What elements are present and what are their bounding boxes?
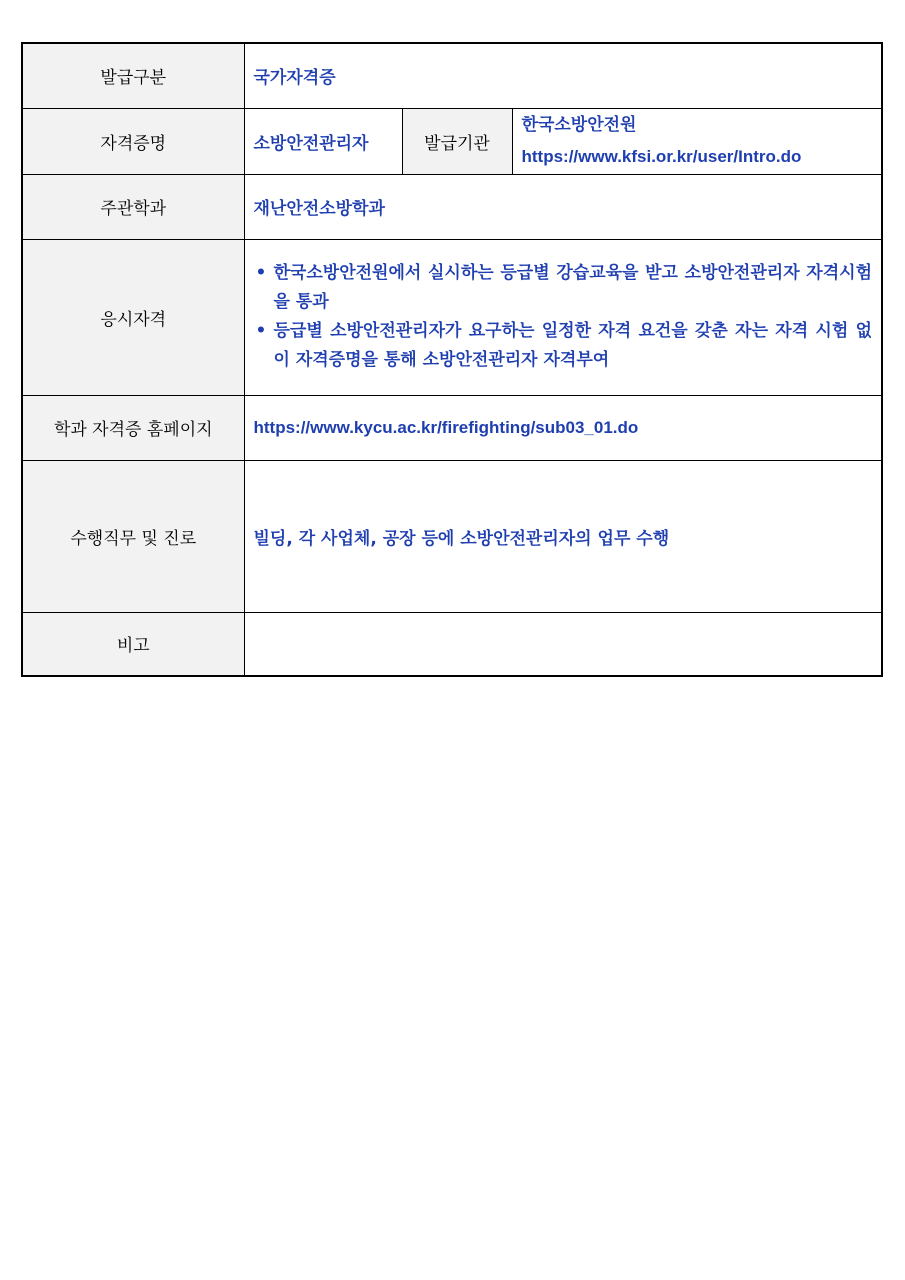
eligibility-label: 응시자격	[22, 239, 244, 395]
table-row-eligibility	[22, 239, 882, 395]
certificate-info-page	[21, 42, 881, 677]
career-label: 수행직무 및 진로	[22, 460, 244, 612]
issuer-url-link[interactable]: https://www.kfsi.or.kr/user/Intro.do	[521, 147, 802, 166]
list-item	[254, 317, 873, 375]
list-item	[254, 259, 873, 317]
issue-type-value: 국가자격증	[244, 43, 882, 108]
eligibility-item-1: 한국소방안전원에서 실시하는 등급별 강습교육을 받고 소방안전관리자 자격시험을 통과	[273, 263, 872, 312]
issuer-name: 한국소방안전원	[521, 115, 637, 135]
eligibility-item-2: 등급별 소방안전관리자가 요구하는 일정한 자격 요건을 갖춘 자는 자격 시험 없이 자격증명을 통해 소방안전관리자 자격부여	[273, 321, 872, 370]
certificate-info-table	[21, 42, 883, 677]
department-label: 주관학과	[22, 174, 244, 239]
table-row-issue-type	[22, 43, 882, 108]
certificate-name-value: 소방안전관리자	[244, 108, 402, 174]
issuer-cell	[512, 108, 882, 174]
table-row-remarks	[22, 612, 882, 676]
table-row-career	[22, 460, 882, 612]
table-row-department	[22, 174, 882, 239]
eligibility-list	[254, 259, 873, 375]
issue-type-label: 발급구분	[22, 43, 244, 108]
issuer-label: 발급기관	[402, 108, 512, 174]
department-value: 재난안전소방학과	[244, 174, 882, 239]
career-value: 빌딩, 각 사업체, 공장 등에 소방안전관리자의 업무 수행	[244, 460, 882, 612]
homepage-label: 학과 자격증 홈페이지	[22, 395, 244, 460]
bullet-icon: •	[255, 263, 267, 283]
table-row-certificate	[22, 108, 882, 174]
certificate-name-label: 자격증명	[22, 108, 244, 174]
bullet-icon: •	[255, 321, 267, 341]
homepage-url-link[interactable]: https://www.kycu.ac.kr/firefighting/sub03_01.do	[244, 395, 882, 460]
table-row-homepage	[22, 395, 882, 460]
eligibility-value	[244, 239, 882, 395]
remarks-label: 비고	[22, 612, 244, 676]
remarks-value	[244, 612, 882, 676]
